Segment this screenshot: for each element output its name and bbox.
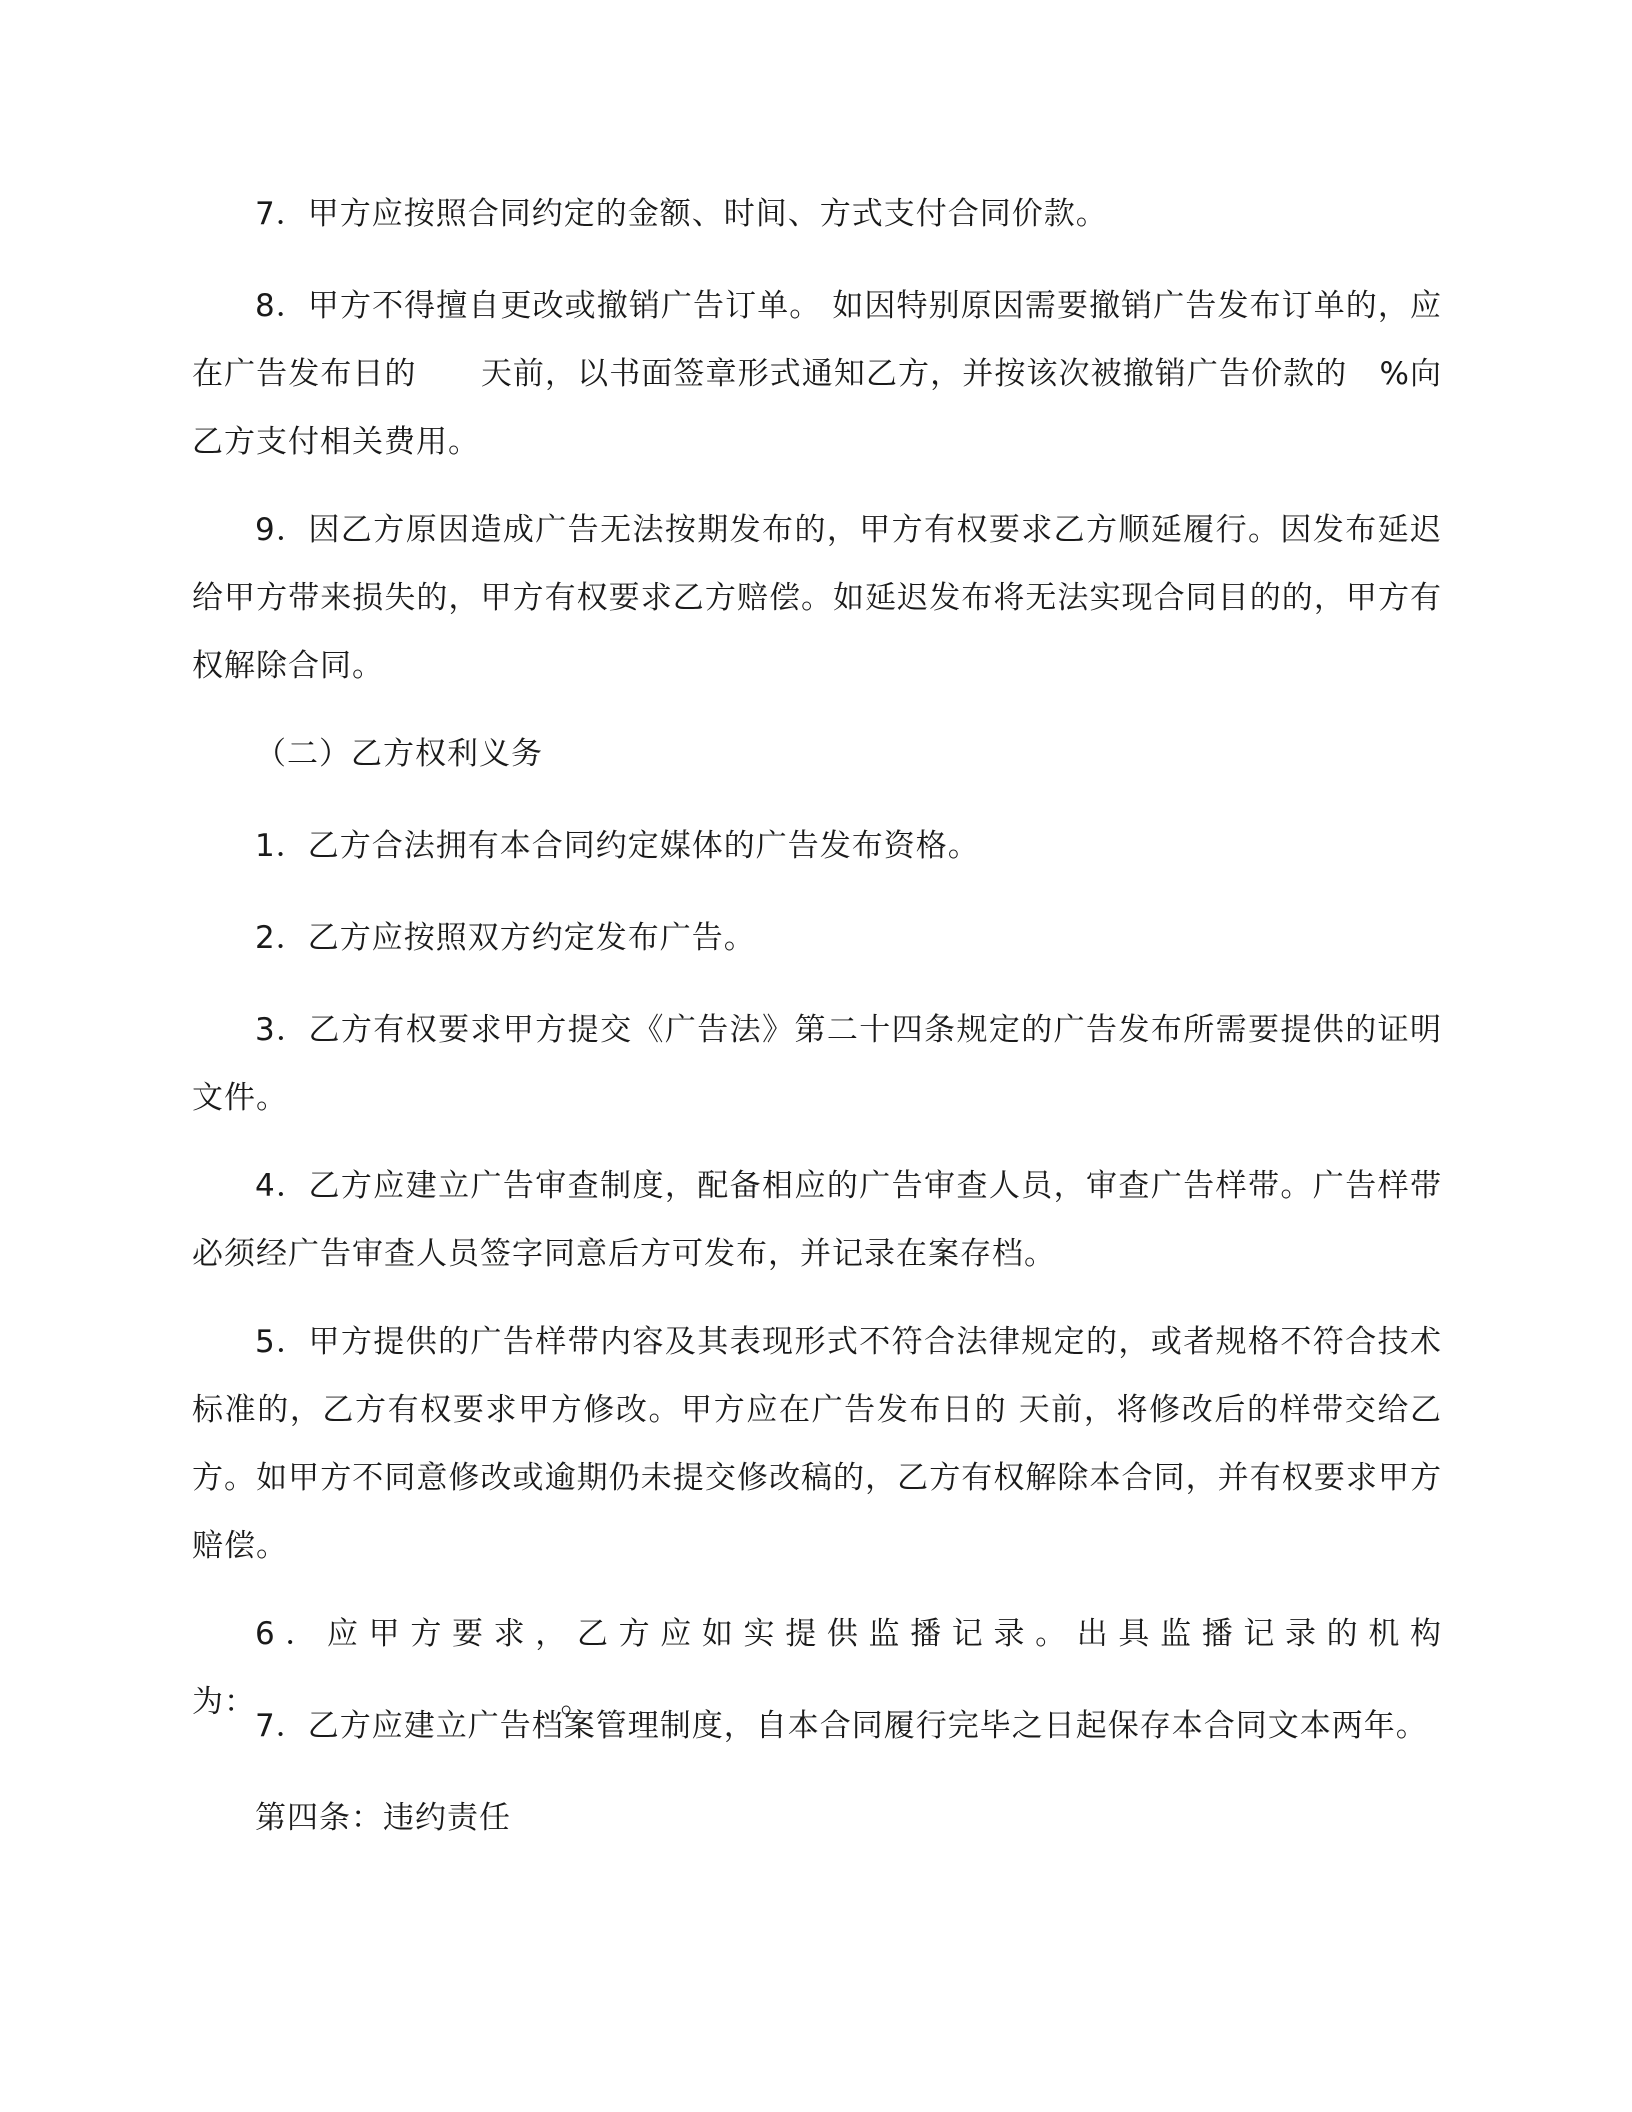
clause-b3: 3．乙方有权要求甲方提交《广告法》第二十四条规定的广告发布所需要提供的证明文件。: [192, 1012, 1442, 1116]
clause-b4: 4．乙方应建立广告审查制度，配备相应的广告审查人员，审查广告样带。广告样带必须经广告审查人员签字同意后方可发布，并记录在案存档。: [192, 1168, 1442, 1272]
clause-b2: 2．乙方应按照双方约定发布广告。: [255, 920, 756, 956]
clause-a7: 7．甲方应按照合同约定的金额、时间、方式支付合同价款。: [255, 196, 1108, 232]
article-four-heading: 第四条：违约责任: [255, 1800, 511, 1836]
clause-b1: 1．乙方合法拥有本合同约定媒体的广告发布资格。: [255, 828, 980, 864]
clause-b6: 6．应甲方要求，乙方应如实提供监播记录。出具监播记录的机构为： 。: [192, 1616, 1442, 1720]
section-heading-party-b: （二）乙方权利义务: [255, 736, 543, 772]
clause-a8: 8．甲方不得擅自更改或撤销广告订单。 如因特别原因需要撤销广告发布订单的，应在广告发布日的 天前，以书面签章形式通知乙方，并按该次被撤销广告价款的 %向乙方支付相关费用。: [192, 288, 1442, 460]
clause-b5: 5．甲方提供的广告样带内容及其表现形式不符合法律规定的，或者规格不符合技术标准的，乙方有权要求甲方修改。甲方应在广告发布日的 天前，将修改后的样带交给乙方。如甲方不同意修改或逾期仍未提交修改稿的，乙方有权解除本合同，并有权要求甲方赔偿。: [192, 1324, 1442, 1564]
clause-b7: 7．乙方应建立广告档案管理制度，自本合同履行完毕之日起保存本合同文本两年。: [255, 1708, 1428, 1744]
clause-a9: 9．因乙方原因造成广告无法按期发布的，甲方有权要求乙方顺延履行。因发布延迟给甲方带来损失的，甲方有权要求乙方赔偿。如延迟发布将无法实现合同目的的，甲方有权解除合同。: [192, 512, 1442, 684]
